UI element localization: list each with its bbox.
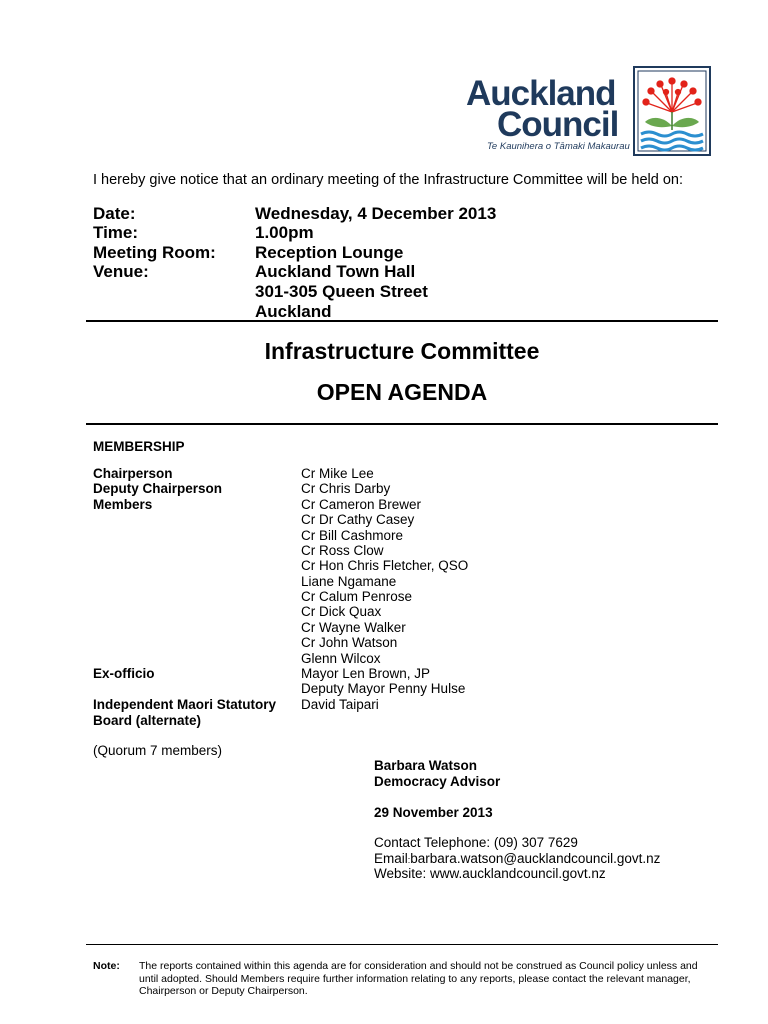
note-text: The reports contained within this agenda are for consideration and should not be construed as Council policy unless and until adopted. Should Members require further information relating to any reports, please contact the relevant manager, Chairperson or Deputy Chairperson. bbox=[139, 960, 698, 997]
advisor-name: Barbara Watson bbox=[374, 758, 478, 773]
divider bbox=[86, 423, 718, 425]
member-name: Cr Dr Cathy Casey bbox=[301, 512, 415, 527]
logo-wordmark-line1: Auckland bbox=[466, 74, 616, 113]
member-name: Cr Calum Penrose bbox=[301, 589, 413, 604]
note-label: Note: bbox=[93, 960, 120, 972]
contact-website[interactable]: Website: www.aucklandcouncil.govt.nz bbox=[374, 866, 606, 881]
member-name: Cr Hon Chris Fletcher, QSO bbox=[301, 558, 469, 573]
meeting-room-label: Meeting Room: bbox=[93, 243, 216, 262]
role-deputy-chairperson: Deputy Chairperson bbox=[93, 481, 223, 496]
membership-heading: MEMBERSHIP bbox=[93, 439, 185, 454]
role-imsb: Independent Maori Statutory Board (alternate) bbox=[93, 697, 277, 728]
email-colon: : bbox=[407, 855, 411, 865]
role-chairperson: Chairperson bbox=[93, 466, 173, 481]
role-members: Members bbox=[93, 497, 153, 512]
divider bbox=[86, 320, 718, 322]
member-name: Cr Bill Cashmore bbox=[301, 528, 404, 543]
member-name: Cr Dick Quax bbox=[301, 604, 382, 619]
footer-divider bbox=[86, 944, 718, 945]
member-name: Mayor Len Brown, JP bbox=[301, 666, 431, 681]
member-name: Cr Wayne Walker bbox=[301, 620, 406, 635]
meeting-notice: I hereby give notice that an ordinary meeting of the Infrastructure Committee will be held on: bbox=[93, 172, 683, 188]
member-name: Cr John Watson bbox=[301, 635, 398, 650]
role-ex-officio: Ex-officio bbox=[93, 666, 155, 681]
venue-line: Auckland Town Hall bbox=[255, 262, 416, 281]
email-address[interactable]: barbara.watson@aucklandcouncil.govt.nz bbox=[410, 851, 661, 866]
email-label: Email bbox=[374, 851, 408, 866]
member-name: Cr Chris Darby bbox=[301, 481, 391, 496]
time-label: Time: bbox=[93, 223, 139, 242]
notice-date: 29 November 2013 bbox=[374, 805, 493, 820]
date-value: Wednesday, 4 December 2013 bbox=[255, 204, 497, 223]
quorum-note: (Quorum 7 members) bbox=[93, 743, 223, 758]
member-name: Liane Ngamane bbox=[301, 574, 397, 589]
member-name: Glenn Wilcox bbox=[301, 651, 381, 666]
agenda-title: OPEN AGENDA bbox=[316, 379, 488, 405]
advisor-title: Democracy Advisor bbox=[374, 774, 501, 789]
venue-line: 301-305 Queen Street bbox=[255, 282, 428, 301]
member-name: Cr Cameron Brewer bbox=[301, 497, 422, 512]
venue-line: Auckland bbox=[255, 302, 332, 321]
member-name: Deputy Mayor Penny Hulse bbox=[301, 681, 466, 696]
logo-tagline: Te Kaunihera o Tāmaki Makaurau bbox=[487, 141, 630, 152]
member-name: Cr Ross Clow bbox=[301, 543, 384, 558]
member-name: David Taipari bbox=[301, 697, 379, 712]
committee-title: Infrastructure Committee bbox=[264, 338, 540, 364]
time-value: 1.00pm bbox=[255, 223, 314, 242]
logo-wordmark-line2: Council bbox=[497, 105, 619, 144]
date-label: Date: bbox=[93, 204, 136, 223]
venue-label: Venue: bbox=[93, 262, 149, 281]
member-name: Cr Mike Lee bbox=[301, 466, 374, 481]
contact-telephone: Contact Telephone: (09) 307 7629 bbox=[374, 835, 578, 850]
pohutukawa-flower-icon bbox=[633, 66, 711, 156]
meeting-room-value: Reception Lounge bbox=[255, 243, 404, 262]
